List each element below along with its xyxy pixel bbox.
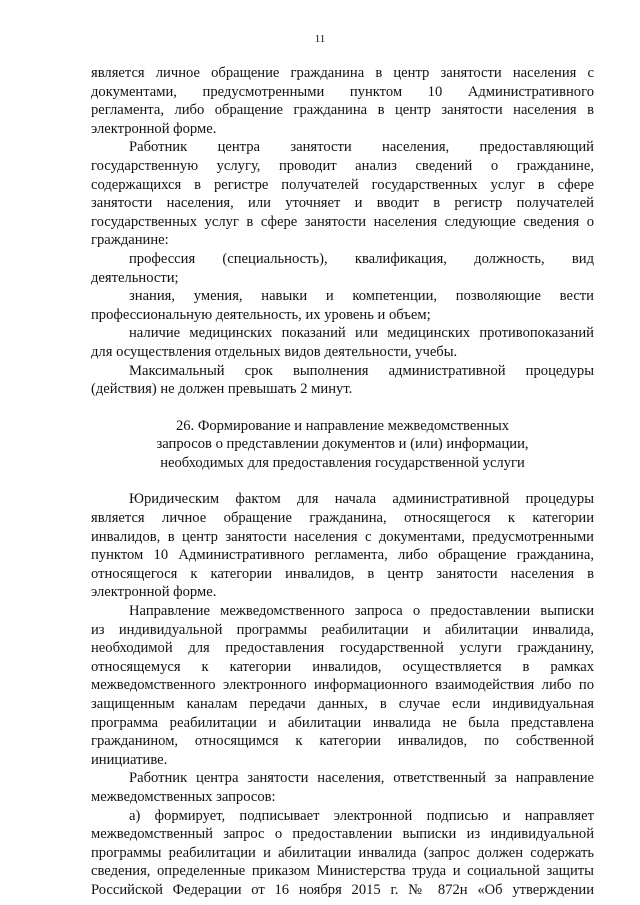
text-line: межведомственного электронного информационного взаимодействия либо по [91,677,594,694]
text-line: наличие медицинских показаний или медицинских противопоказаний [129,325,594,342]
body-text [91,64,594,900]
text-line: сведения, определенные приказом Министерства труда и социальной защиты [91,863,594,880]
text-line: государственную услугу, проводит анализ сведений о гражданине, [91,157,594,174]
text-line: является личное обращение гражданина в центр занятости населения с [91,65,594,81]
text-line: Работник центра занятости населения, ответственный за направление [129,770,594,787]
text-line: гражданине: [91,232,169,249]
text-line: инвалидов, в центр занятости населения с документами, предусмотренными [91,528,594,545]
text-line: программы реабилитации и абилитации инвалида (запрос должен содержать [91,844,594,861]
text-line: пунктом 10 Административного регламента, либо обращение гражданина, [91,547,594,564]
text-line: для осуществления отдельных видов деятельности, учебы. [91,343,458,360]
text-line: гражданином, относящимся к категории инвалидов, по собственной [91,733,594,750]
text-line: документами, предусмотренными пунктом 10 Административного [91,83,594,100]
text-line: необходимой для предоставления государственной услуги гражданину, [91,640,594,657]
text-line: государственных услуг в сфере занятости населения следующие сведения о [91,213,594,230]
text-line: из индивидуальной программы реабилитации и абилитации инвалида, [91,621,594,638]
section-heading-line: необходимых для предоставления государственной услуги [160,454,525,471]
paragraph-spacer [91,399,594,417]
text-line: электронной форме. [91,120,217,137]
text-line: межведомственный запрос о предоставлении выписки из индивидуальной [91,826,594,843]
section-heading-line: запросов о представлении документов и (или) информации, [156,436,529,453]
text-line: (действия) не должен превышать 2 минут. [91,381,353,398]
text-line: программа реабилитации и абилитации инвалида не была представлена [91,714,594,731]
text-line: инициативе. [91,751,168,768]
text-line: знания, умения, навыки и компетенции, позволяющие вести [129,288,594,305]
text-line: а) формирует, подписывает электронной подписью и направляет [129,807,594,824]
text-line: межведомственных запросов: [91,788,276,805]
text-line: деятельности; [91,269,179,286]
paragraph-spacer [91,472,594,490]
section-heading-line: 26. Формирование и направление межведомственных [175,417,510,434]
text-line: является личное обращение гражданина, относящегося к категории [91,510,594,527]
text-line: Юридическим фактом для начала административной процедуры [129,491,594,508]
page-number: 11 [314,33,326,45]
text-line: Максимальный срок выполнения административной процедуры [129,362,594,379]
text-line: занятости населения, или уточняет и вводит в регистр получателей [91,195,594,212]
text-line: Направление межведомственного запроса о предоставлении выписки [129,603,594,620]
text-line: профессия (специальность), квалификация, должность, вид [129,250,594,267]
text-line: относящемуся к категории инвалидов, осуществляется в рамках [91,658,594,675]
text-line: Российской Федерации от 16 ноября 2015 г. № 872н «Об утверждении [91,881,594,898]
text-line: содержащихся в регистре получателей государственных услуг в сфере [91,176,594,193]
text-line: электронной форме. [91,584,217,601]
text-line: профессиональную деятельность, их уровень и объем; [91,306,431,323]
text-line: защищенным каналам передачи данных, в случае если индивидуальная [91,696,594,712]
text-line: относящегося к категории инвалидов, в центр занятости населения в [91,565,594,582]
text-line: регламента, либо обращение гражданина в центр занятости населения в [91,102,594,119]
text-line: Работник центра занятости населения, предоставляющий [129,139,594,156]
